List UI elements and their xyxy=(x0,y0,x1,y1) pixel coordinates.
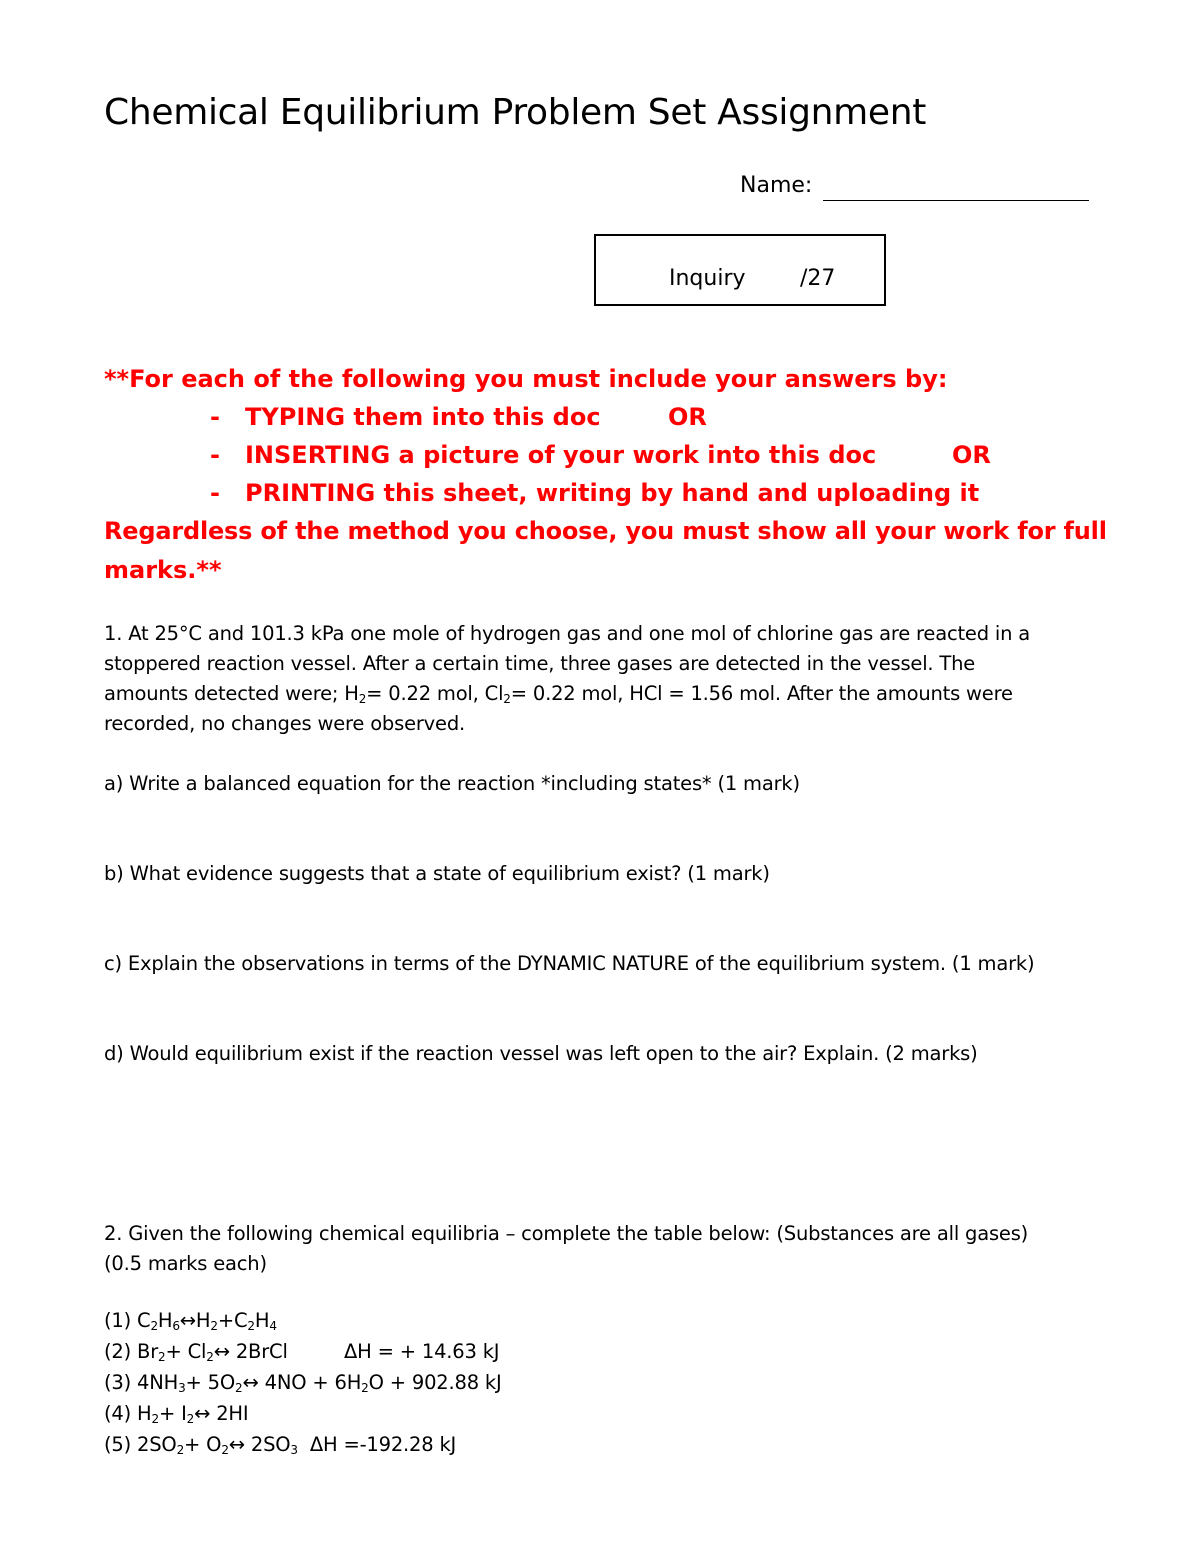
option-dash: - xyxy=(210,479,220,507)
option-dash: - xyxy=(210,403,220,431)
inquiry-label: Inquiry xyxy=(669,266,746,291)
option-inserting: INSERTING a picture of your work into this doc xyxy=(245,441,877,469)
document-title: Chemical Equilibrium Problem Set Assignment xyxy=(104,92,927,133)
q1b-prompt: b) What evidence suggests that a state of equilibrium exist? (1 mark) xyxy=(104,862,770,885)
q1-text: amounts detected were; $H_2= 0.22$ mol, $Cl_2= 0.22$ mol, HCl = 1.56 mol. After the amounts were xyxy=(104,682,1013,706)
option-typing: TYPING them into this doc xyxy=(245,403,601,431)
q1-text: recorded, no changes were observed. xyxy=(104,712,465,735)
equation-1: (1) $C_2H_6\leftrightarrow H_2+C_2H_4$ xyxy=(104,1309,277,1333)
option-printing: PRINTING this sheet, writing by hand and uploading it xyxy=(245,479,980,507)
option-or: OR xyxy=(668,403,707,431)
equation-2: (2) $Br_2+$ $Cl_2\leftrightarrow$ 2BrCl xyxy=(104,1340,288,1364)
q1-text: stoppered reaction vessel. After a certain time, three gases are detected in the vessel. The xyxy=(104,652,976,675)
inquiry-total: /27 xyxy=(800,266,836,291)
equation-2-enthalpy: ΔH = + 14.63 kJ xyxy=(344,1340,500,1363)
q1d-prompt: d) Would equilibrium exist if the reaction vessel was left open to the air? Explain. (2 marks) xyxy=(104,1042,978,1065)
q1a-prompt: a) Write a balanced equation for the reaction *including states* (1 mark) xyxy=(104,772,800,795)
q2-text: (0.5 marks each) xyxy=(104,1252,267,1275)
instructions-closing-end: marks.** xyxy=(104,556,222,584)
q1c-prompt: c) Explain the observations in terms of the DYNAMIC NATURE of the equilibrium system. (1 mark) xyxy=(104,952,1035,975)
option-dash: - xyxy=(210,441,220,469)
option-or: OR xyxy=(952,441,991,469)
name-label: Name: xyxy=(740,173,813,198)
instructions-lead: **For each of the following you must include your answers by: xyxy=(104,365,948,393)
instructions-closing: Regardless of the method you choose, you must show all your work for full xyxy=(104,517,1107,545)
name-field-line[interactable] xyxy=(823,200,1089,201)
q1-text: 1. At 25°C and 101.3 kPa one mole of hydrogen gas and one mol of chlorine gas are reacted in a xyxy=(104,622,1031,645)
equation-5: (5) $2SO_2+$ $O_2\leftrightarrow$ $2SO_3$ ΔH =-192.28 kJ xyxy=(104,1433,457,1457)
equation-4: (4) $H_2+$ $I_2\leftrightarrow$ 2HI xyxy=(104,1402,249,1426)
q2-text: 2. Given the following chemical equilibria – complete the table below: (Substances are all gases) xyxy=(104,1222,1029,1245)
equation-3: (3) $4NH_3+$ $5O_2\leftrightarrow$ $4NO + 6H_2O + 902.88$ kJ xyxy=(104,1371,502,1395)
